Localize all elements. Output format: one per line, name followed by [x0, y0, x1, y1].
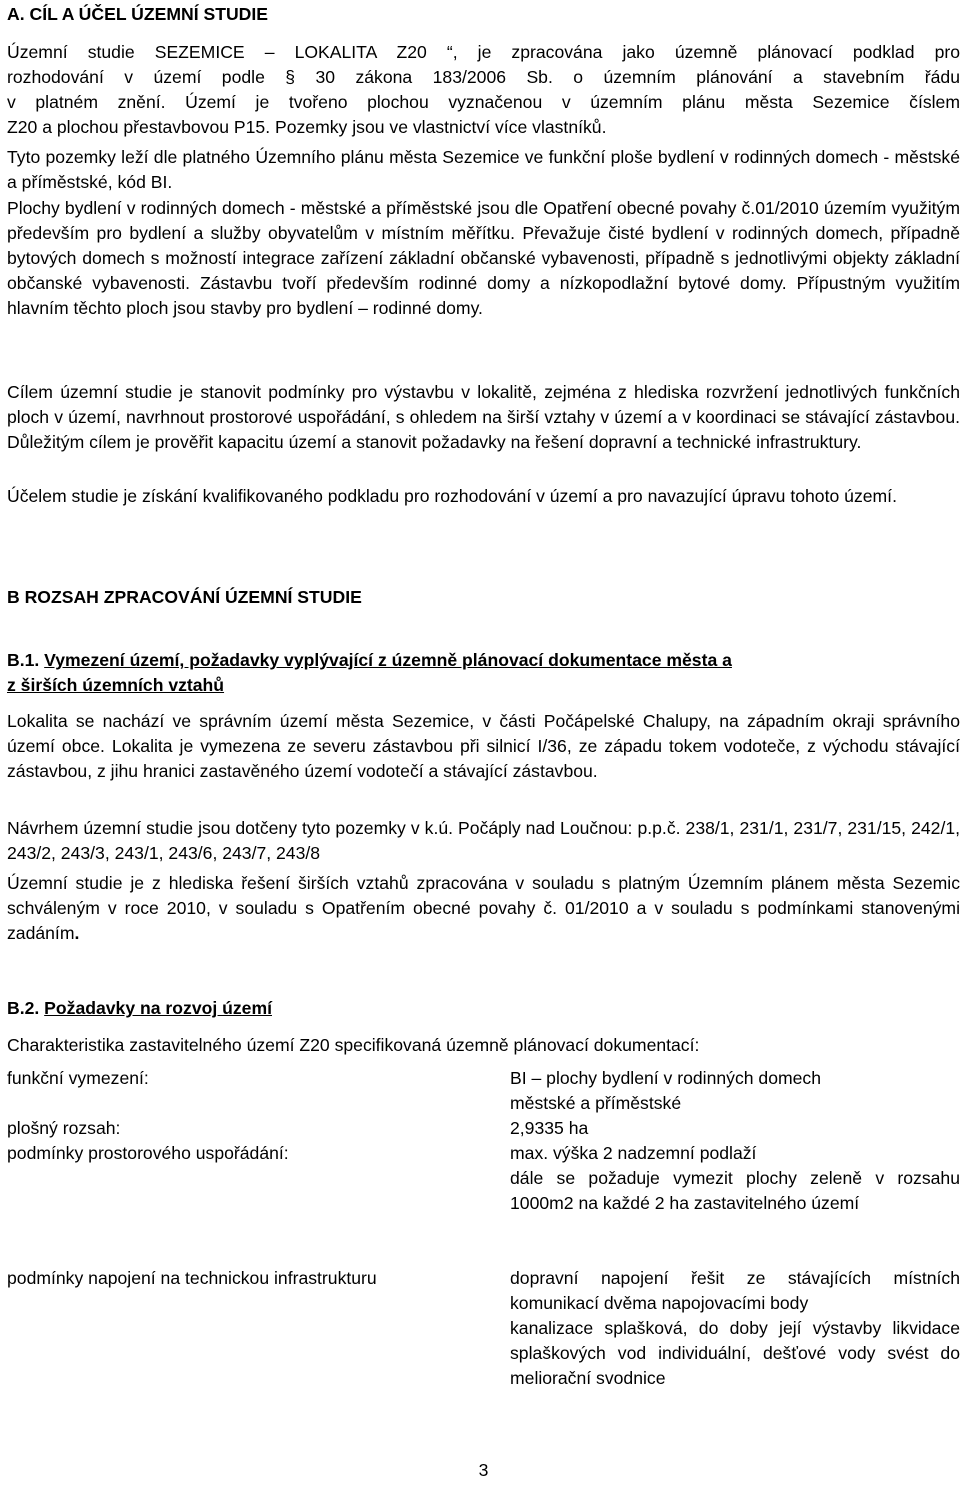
section-a-paragraph-2: Tyto pozemky leží dle platného Územního plánu města Sezemice ve funkční ploše bydlení v rodinných domech - městské a příměstské, kód BI. — [7, 147, 960, 192]
section-b1-paragraph-2: Návrhem územní studie jsou dotčeny tyto pozemky v k.ú. Počáply nad Loučnou: p.p.č. 238/1, 231/1, 231/7, 231/15, 242/1, 243/2, 243/3, 243/1, 243/6, 243/7, 243/8 — [7, 818, 960, 863]
page-number: 3 — [478, 1460, 489, 1480]
section-b1-paragraph-1: Lokalita se nachází ve správním území města Sezemice, v části Počápelské Chalupy, na západním okraji správního území obce. Lokalita je vymezena ze severu zástavbou při silnicí I/36, ze západu tokem vodoteče, z východu stávající zástavbou, z jihu hranici zastavěného území vodotečí a stávající zástavbou. — [7, 711, 960, 781]
definition-value — [510, 1066, 960, 1116]
definition-value-line: městské a příměstské — [510, 1093, 682, 1113]
section-b2-heading — [7, 996, 272, 1021]
definition-value-line: max. výška 2 nadzemní podlaží — [510, 1143, 757, 1163]
definition-value — [510, 1141, 960, 1216]
section-b2-title: Požadavky na rozvoj území — [44, 998, 272, 1018]
definition-value-line: 2,9335 ha — [510, 1118, 589, 1138]
paragraph-line: rozhodování v území podle § 30 zákona 183/2006 Sb. o územním plánování a stavebním řádu — [7, 67, 960, 87]
section-b1-number: B.1. — [7, 650, 40, 670]
section-a-paragraph-5: Účelem studie je získání kvalifikovaného podkladu pro rozhodování v území a pro navazující úpravu tohoto území. — [7, 486, 897, 506]
definition-label: funkční vymezení: — [7, 1068, 149, 1088]
paragraph-end-period: . — [74, 923, 80, 943]
section-b-heading: B ROZSAH ZPRACOVÁNÍ ÚZEMNÍ STUDIE — [7, 587, 362, 607]
paragraph-line: v platném znění. Území je tvořeno plochou vyznačenou v územním plánu města Sezemice číslem — [7, 92, 960, 112]
section-b1-title-line-2: z širších územních vztahů — [7, 675, 225, 695]
section-b1-paragraph-3 — [7, 871, 960, 946]
section-a-paragraph-1 — [7, 40, 960, 140]
definition-label: plošný rozsah: — [7, 1118, 121, 1138]
definition-value-extra: dále se požaduje vymezit plochy zeleně v rozsahu 1000m2 na každé 2 ha zastavitelného území — [510, 1168, 960, 1213]
paragraph-text: Územní studie je z hlediska řešení širších vztahů zpracována v souladu s platným Územním plánem města Sezemic schváleným v roce 2010, v souladu s Opatřením obecné povahy č. 01/2010 a v souladu s podmínkami stanovenými zadáním — [7, 873, 960, 943]
paragraph-line: Územní studie SEZEMICE – LOKALITA Z20 “, je zpracována jako územně plánovací podklad pro — [7, 42, 960, 62]
section-a-paragraph-3: Plochy bydlení v rodinných domech - městské a příměstské jsou dle Opatření obecné povahy č.01/2010 územím využitým především pro bydlení a služby obyvatelům v místním měřítku. Převažuje čisté bydlení v rodinných domech, případně bytových domech s možností integrace zařízení základní občanské vybavenosti, případně s jednotlivými objekty základní občanské vybavenosti. Zástavbu tvoří především rodinné domy a nízkopodlažní bytové domy. Přípustným využitím hlavním těchto ploch jsou stavby pro bydlení – rodinné domy. — [7, 198, 960, 318]
definition-value-paragraph: kanalizace splašková, do doby její výstavby likvidace splaškových vod individuální, dešťové vody svést do meliorační svodnice — [510, 1318, 960, 1388]
definition-value — [510, 1266, 960, 1391]
section-b2-number: B.2. — [7, 998, 40, 1018]
definition-value-line: BI – plochy bydlení v rodinných domech — [510, 1068, 822, 1088]
definition-value — [510, 1116, 960, 1141]
section-a-heading: A. CÍL A ÚČEL ÚZEMNÍ STUDIE — [7, 4, 268, 24]
definition-label: podmínky prostorového uspořádání: — [7, 1143, 289, 1163]
section-b1-heading — [7, 648, 960, 698]
section-b1-title-line-1: Vymezení území, požadavky vyplývající z územně plánovací dokumentace města a — [44, 650, 732, 670]
section-b2-intro: Charakteristika zastavitelného území Z20 specifikovaná územně plánovací dokumentací: — [7, 1035, 700, 1055]
paragraph-line: Z20 a plochou přestavbovou P15. Pozemky jsou ve vlastnictví více vlastníků. — [7, 117, 607, 137]
section-a-paragraph-4: Cílem územní studie je stanovit podmínky pro výstavbu v lokalitě, zejména z hlediska rozvržení jednotlivých funkčních ploch v území, navrhnout prostorové uspořádání, s ohledem na širší vztahy v území a v koordinaci se stávající zástavbou. Důležitým cílem je prověřit kapacitu území a stanovit požadavky na řešení dopravní a technické infrastruktury. — [7, 382, 960, 452]
definition-label: podmínky napojení na technickou infrastrukturu — [7, 1268, 377, 1288]
definition-value-paragraph: dopravní napojení řešit ze stávajících místních komunikací dvěma napojovacími body — [510, 1268, 960, 1313]
